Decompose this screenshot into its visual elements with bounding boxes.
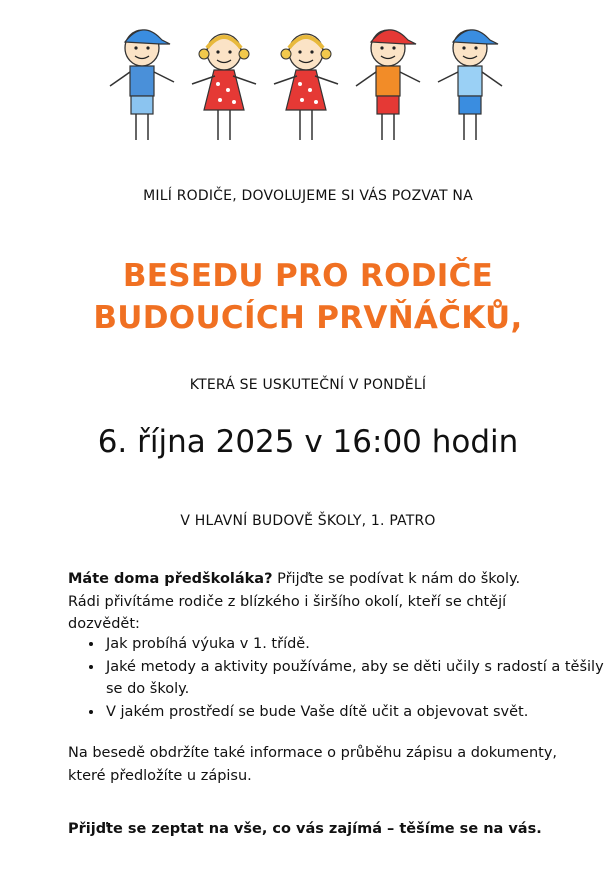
intro-paragraph xyxy=(68,568,568,636)
topics-list xyxy=(68,633,604,723)
when-line: KTERÁ SE USKUTEČNÍ V PONDĚLÍ xyxy=(189,377,427,393)
invitation-line: MILÍ RODIČE, DOVOLUJEME SI VÁS POZVAT NA xyxy=(143,188,473,204)
list-item: • Jak probíhá výuka v 1. třídě. xyxy=(104,633,604,656)
location-line: V HLAVNÍ BUDOVĚ ŠKOLY, 1. PATRO xyxy=(180,513,436,529)
title-line-2: BUDOUCÍCH PRVŇÁČKŮ, xyxy=(93,300,523,336)
child-3-girl xyxy=(274,34,338,140)
intro-line-1-rest: Přijďte se podívat k nám do školy. xyxy=(272,571,521,587)
list-item: • V jakém prostředí se bude Vaše dítě učit a objevovat svět. xyxy=(104,701,604,724)
closing-line: Přijďte se zeptat na vše, co vás zajímá – těšíme se na vás. xyxy=(68,821,542,837)
info-paragraph: Na besedě obdržíte také informace o průběhu zápisu a dokumenty, které předložíte u zápisu. xyxy=(68,745,558,784)
title-line-1: BESEDU PRO RODIČE xyxy=(122,258,494,294)
intro-line-2: Rádi přivítáme rodiče z blízkého i širšího okolí, kteří se chtějí dozvědět: xyxy=(68,593,507,632)
child-2-girl xyxy=(192,34,256,140)
child-1-boy xyxy=(110,30,174,140)
intro-question: Máte doma předškoláka? xyxy=(68,571,273,587)
event-date: 6. října 2025 v 16:00 hodin xyxy=(97,424,519,460)
child-4-boy xyxy=(356,30,420,140)
list-item: • Jaké metody a aktivity používáme, aby se děti učily s radostí a těšily se do školy. xyxy=(104,656,604,701)
children-illustration xyxy=(100,18,520,148)
child-5-boy xyxy=(438,30,502,140)
